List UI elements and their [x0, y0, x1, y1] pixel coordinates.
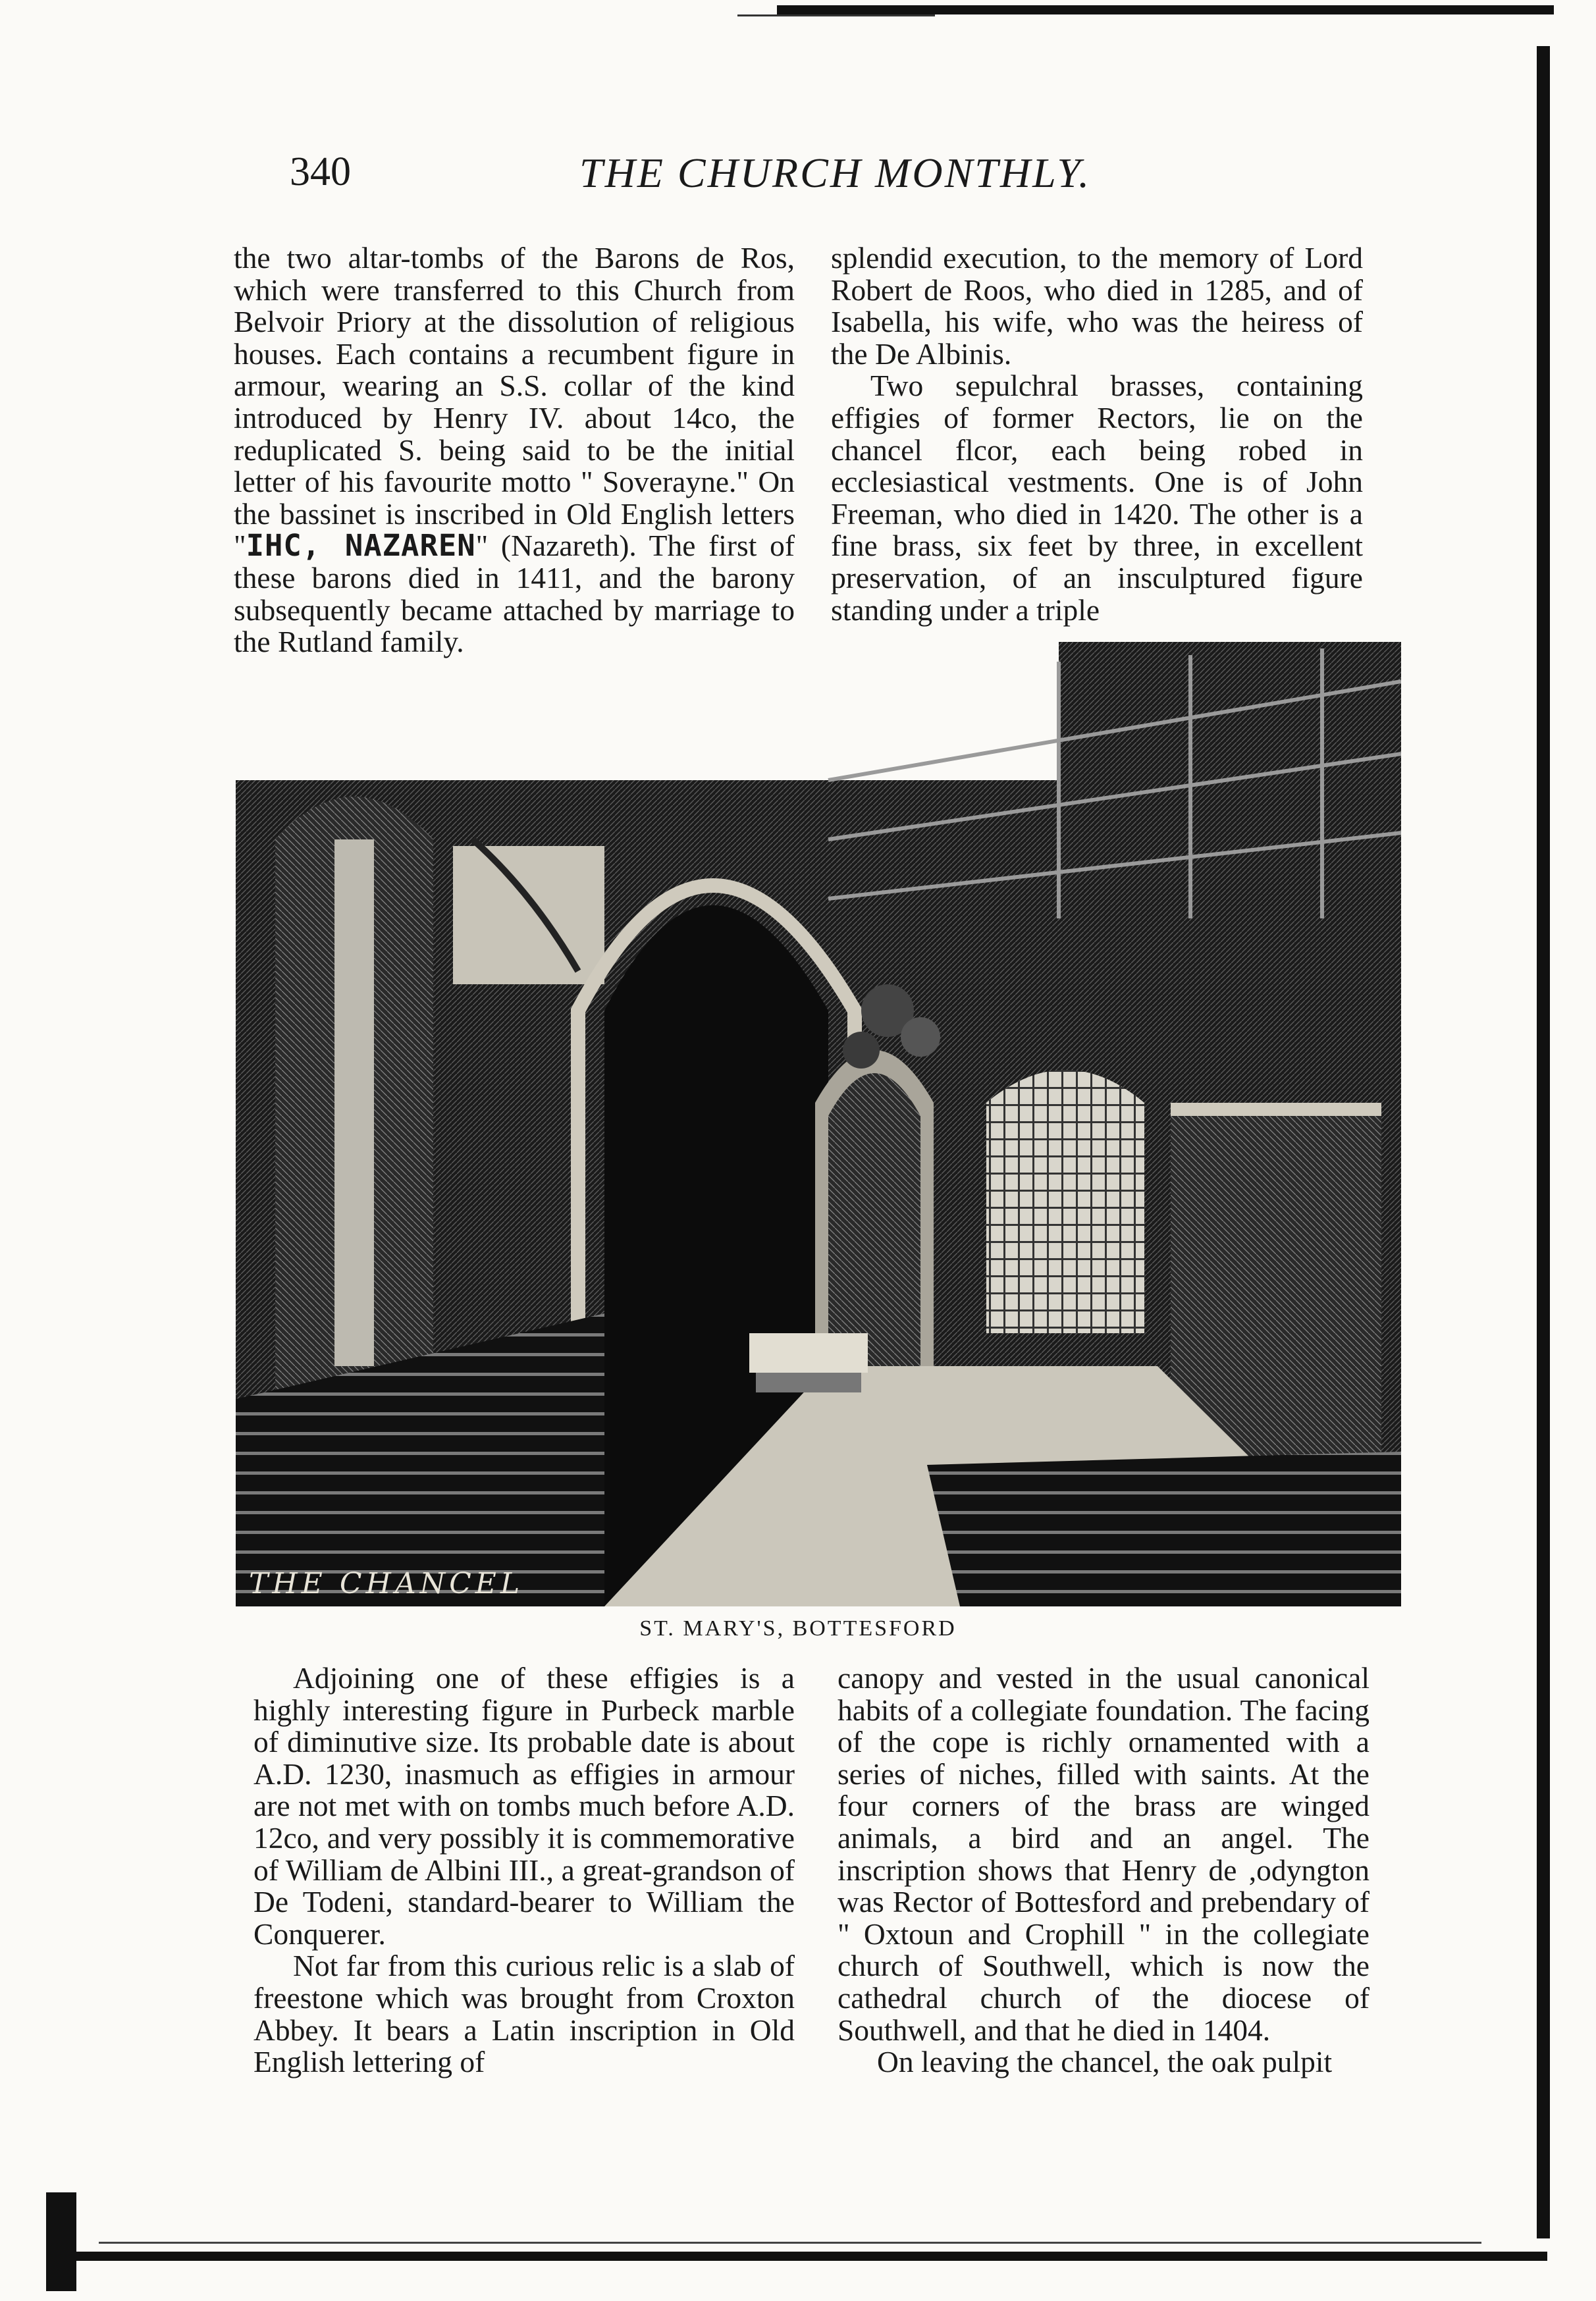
bottom-left-corner-mark: [46, 2192, 76, 2291]
figure-caption: ST. MARY'S, BOTTESFORD: [639, 1616, 957, 1641]
running-title: THE CHURCH MONTHLY.: [579, 149, 1092, 196]
bottom-thin-rule: [99, 2242, 1481, 2244]
column-bottom-right: [838, 1662, 1370, 2078]
top-thin-rule: [737, 14, 935, 16]
text-run: the two altar-tombs of the Barons de Ros, which were transferred to this Church from Belvoir Priory at the dissolution of religious houses. Each contains a recumbent figure in armour, wearing an S.S. collar of the kind introduced by Henry IV. about 14co, the reduplicated S. being said to be the initial letter of his favourite motto " Soverayne." On the bassinet is inscribed in Old English letters ": [234, 241, 795, 563]
inset-label: THE CHANCEL: [249, 1567, 524, 1600]
paragraph: canopy and vested in the usual canonical habits of a collegiate foundation. The facing of the cope is richly ornamented with a series of niches, filled with saints. At the four corners of the brass are winged animals, a bird and an angel. The inscription shows that Henry de ,odyngton was Rector of Bottesford and prebendary of " Oxtoun and Crophill " in the collegiate church of Southwell, which is now the cathedral church of the diocese of Southwell, and that he died in 1404.: [838, 1661, 1370, 2047]
page-header: [290, 149, 1370, 215]
paragraph: Not far from this curious relic is a slab of freestone which was brought from Croxton Abbey. It bears a Latin inscription in Old English lettering of: [253, 1949, 795, 2079]
chancel-engraving: [236, 642, 1401, 1606]
column-top-left: [234, 242, 795, 658]
paragraph: On leaving the chancel, the oak pulpit: [877, 2045, 1333, 2079]
text-run: " (Nazareth). The first of these barons died in 1411, and the barony subsequently became attached by marriage to the Rutland family.: [234, 529, 795, 659]
engraving-image: [236, 642, 1401, 1606]
page-number: 340: [290, 149, 351, 194]
paragraph: splendid execution, to the memory of Lord Robert de Roos, who died in 1285, and of Isabella, his wife, who was the heiress of the De Albinis.: [831, 241, 1363, 371]
top-border-rule: [777, 5, 1554, 14]
paragraph: Two sepulchral brasses, containing effigies of former Rectors, lie on the chancel flcor, each being robed in ecclesiastical vestments. One is of John Freeman, who died in 1420. The other is a fine brass, six feet by three, in excellent preservation, of an insculptured figure standing under a triple: [831, 369, 1363, 627]
right-border-rule: [1537, 46, 1550, 2238]
paragraph: [234, 242, 795, 658]
old-english-inscription: IHC, NAZAREN: [246, 528, 476, 564]
column-top-right: [831, 242, 1363, 626]
bottom-border-rule: [46, 2252, 1547, 2261]
paragraph: Adjoining one of these effigies is a highly interesting figure in Purbeck marble of diminutive size. Its probable date is about A.D. 1230, inasmuch as effigies in armour are not met with on tombs much before A.D. 12co, and very possibly it is commemorative of William de Albini III., a great-grandson of De Todeni, standard-bearer to William the Conquerer.: [253, 1661, 795, 1951]
column-bottom-left: [253, 1662, 795, 2078]
